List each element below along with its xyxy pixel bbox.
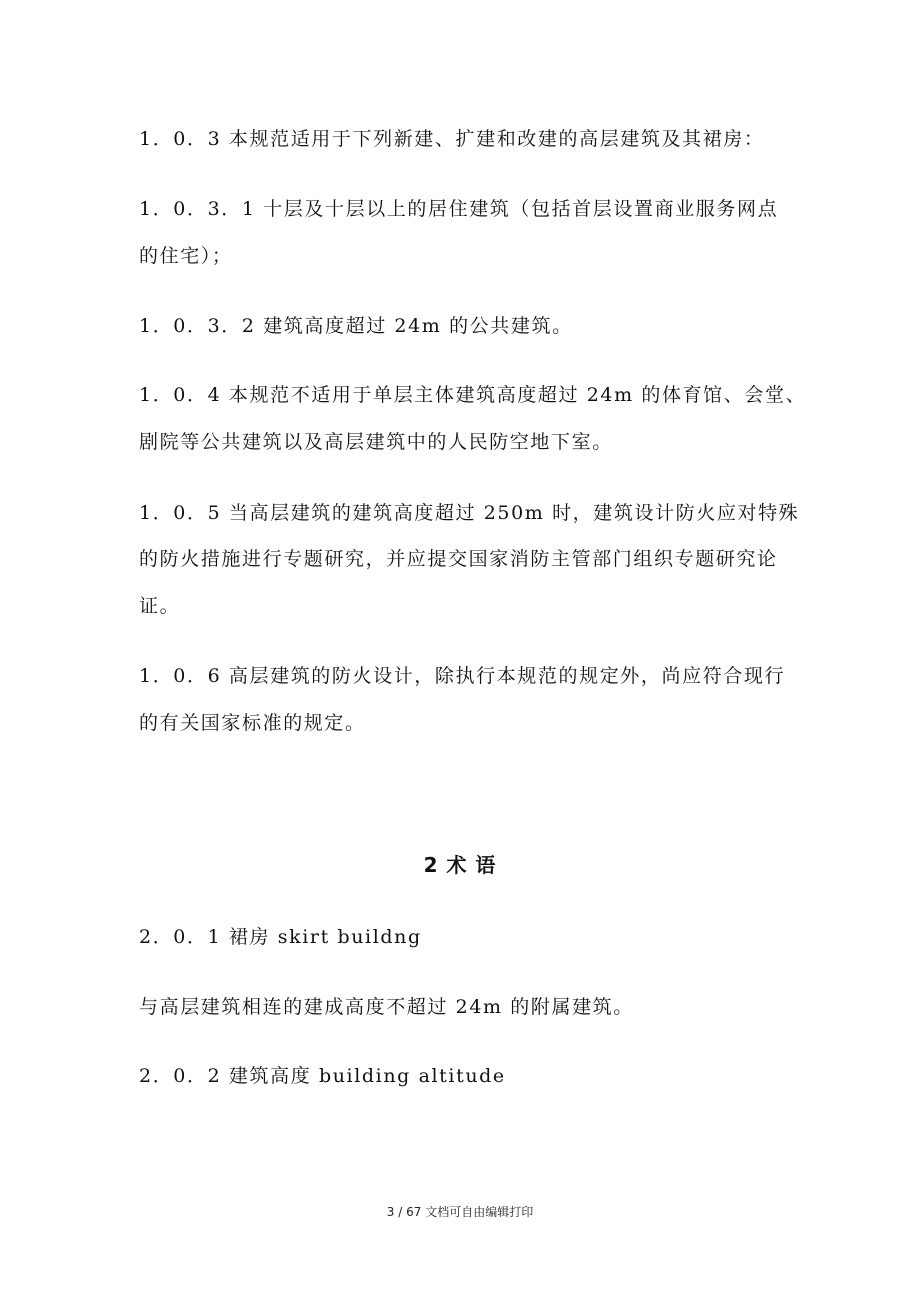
clause-1-0-6-line2: 的有关国家标准的规定。 [139,712,366,734]
clause-1-0-3: 1．0．3 本规范适用于下列新建、扩建和改建的高层建筑及其裙房： [139,128,765,150]
clause-1-0-3-1-line1: 1．0．3．1 十层及十层以上的居住建筑（包括首层设置商业服务网点 [139,198,779,220]
clause-1-0-6-line1: 1．0．6 高层建筑的防火设计，除执行本规范的规定外，尚应符合现行 [139,665,786,687]
clause-2-0-2: 2．0．2 建筑高度 building altitude [139,1065,506,1087]
clause-1-0-3-1-line2: 的住宅）； [139,245,233,267]
page-footer: 3 / 67 文档可自由编辑打印 [386,1205,534,1219]
clause-1-0-5-line1: 1．0．5 当高层建筑的建筑高度超过 250m 时，建筑设计防火应对特殊 [139,502,800,524]
clause-1-0-5-line3: 证。 [139,595,181,617]
section-heading-terms: 2 术 语 [423,853,497,877]
clause-1-0-3-2: 1．0．3．2 建筑高度超过 24m 的公共建筑。 [139,315,573,337]
clause-1-0-4-line2: 剧院等公共建筑以及高层建筑中的人民防空地下室。 [139,431,613,453]
clause-1-0-5-line2: 的防火措施进行专题研究，并应提交国家消防主管部门组织专题研究论 [139,548,778,570]
clause-1-0-4-line1: 1．0．4 本规范不适用于单层主体建筑高度超过 24m 的体育馆、会堂、 [139,384,807,406]
clause-2-0-1-definition: 与高层建筑相连的建成高度不超过 24m 的附属建筑。 [139,996,634,1018]
clause-2-0-1: 2．0．1 裙房 skirt buildng [139,926,422,948]
